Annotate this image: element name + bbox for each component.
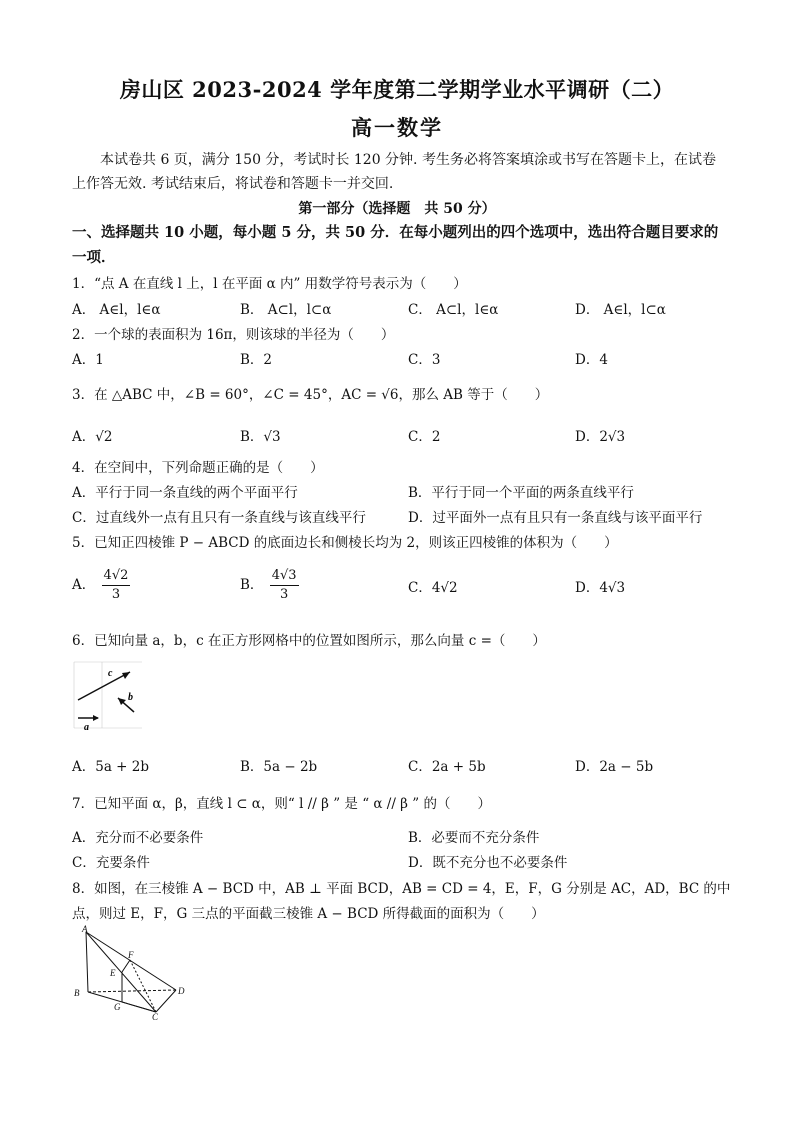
pyramid-figure xyxy=(70,924,188,1020)
q3-option-c: C．2 xyxy=(408,429,441,445)
q5-option-c: C．4√2 xyxy=(408,580,458,596)
point-d-label: D xyxy=(178,986,185,996)
q6-option-d: D．2a − 5b xyxy=(575,759,654,775)
question-8-stem: 8．如图，在三棱锥 A − BCD 中，AB ⊥ 平面 BCD，AB = CD = 4，E，F，G 分别是 AC，AD，BC 的中 xyxy=(72,881,731,897)
question-4-stem: 4．在空间中，下列命题正确的是（ ） xyxy=(72,460,324,476)
q7-option-c: C．充要条件 xyxy=(72,855,150,871)
q1-option-d: D． A∈l，l⊂α xyxy=(575,302,666,318)
q5-option-a-label: A． xyxy=(72,577,96,593)
vector-grid-figure xyxy=(72,658,144,732)
q1-option-c: C． A⊂l，l∈α xyxy=(408,302,499,318)
q7-option-a: A．充分而不必要条件 xyxy=(72,830,204,846)
q5-option-d: D．4√3 xyxy=(575,580,626,596)
section-heading: 一、选择题共 10 小题，每小题 5 分，共 50 分．在每小题列出的四个选项中，选出符合题目要求的一项． xyxy=(72,224,719,266)
q4-option-b: B．平行于同一个平面的两条直线平行 xyxy=(408,485,634,501)
point-g-label: G xyxy=(114,1002,121,1012)
q5-option-b-label: B． xyxy=(240,577,264,593)
q5-option-a xyxy=(72,567,132,604)
q4-option-d: D．过平面外一点有且只有一条直线与该平面平行 xyxy=(408,510,703,526)
q6-option-c: C．2a + 5b xyxy=(408,759,486,775)
q1-option-a: A． A∈l，l∈α xyxy=(72,302,161,318)
q2-option-c: C．3 xyxy=(408,352,441,368)
question-1-stem: 1．“点 A 在直线 l 上，l 在平面 α 内” 用数学符号表示为（ ） xyxy=(72,276,467,292)
q7-option-b: B．必要而不充分条件 xyxy=(408,830,540,846)
q4-option-c: C．过直线外一点有且只有一条直线与该直线平行 xyxy=(72,510,366,526)
vector-a-arrowhead xyxy=(93,715,99,721)
q2-option-d: D．4 xyxy=(575,352,608,368)
q5-option-b xyxy=(240,567,301,604)
point-f-label: F xyxy=(128,950,134,960)
question-8-stem-continued: 点，则过 E，F，G 三点的平面截三棱锥 A − BCD 所得截面的面积为（ ） xyxy=(72,906,545,922)
point-a-label: A xyxy=(82,924,88,934)
vector-c-label: c xyxy=(108,668,113,679)
vector-b-label: b xyxy=(128,692,133,703)
q5-a-denominator: 3 xyxy=(111,587,121,602)
q5-b-numerator: 4√3 xyxy=(270,567,299,586)
q2-option-b: B．2 xyxy=(240,352,273,368)
exam-subject: 高一数学 xyxy=(351,115,443,140)
question-7-stem: 7．已知平面 α，β，直线 l ⊂ α，则“ l // β ” 是 “ α // β ” 的（ ） xyxy=(72,796,491,812)
question-5-stem: 5．已知正四棱锥 P − ABCD 的底面边长和侧棱长均为 2，则该正四棱锥的体积为（ ） xyxy=(72,535,618,551)
q1-option-b: B． A⊂l，l⊂α xyxy=(240,302,332,318)
q3-option-a: A．√2 xyxy=(72,429,113,445)
vector-a-label: a xyxy=(84,722,89,732)
q6-option-a: A．5a + 2b xyxy=(72,759,150,775)
q2-option-a: A．1 xyxy=(72,352,104,368)
q3-option-b: B．√3 xyxy=(240,429,281,445)
question-6-stem: 6．已知向量 a，b，c 在正方形网格中的位置如图所示，那么向量 c =（ ） xyxy=(72,633,546,649)
point-c-label: C xyxy=(152,1012,159,1020)
q7-option-d: D．既不充分也不必要条件 xyxy=(408,855,568,871)
point-b-label: B xyxy=(74,988,80,998)
q5-a-numerator: 4√2 xyxy=(102,567,131,586)
exam-instructions: 本试卷共 6 页，满分 150 分，考试时长 120 分钟. 考生务必将答案填涂或书写在答题卡上，在试卷上作答无效. 考试结束后，将试卷和答题卡一并交回. xyxy=(72,152,716,192)
q3-option-d: D．2√3 xyxy=(575,429,626,445)
q5-option-a-fraction xyxy=(102,567,131,604)
q5-option-b-fraction xyxy=(270,567,299,604)
q6-option-b: B．5a − 2b xyxy=(240,759,318,775)
question-2-stem: 2．一个球的表面积为 16π，则该球的半径为（ ） xyxy=(72,327,395,343)
point-e-label: E xyxy=(110,968,116,978)
exam-title: 房山区 2023-2024 学年度第二学期学业水平调研（二） xyxy=(119,77,675,102)
question-3-stem: 3．在 △ABC 中，∠B = 60°，∠C = 45°，AC = √6，那么 AB 等于（ ） xyxy=(72,387,549,403)
part-heading: 第一部分（选择题 共 50 分） xyxy=(298,201,496,217)
vector-c-arrow xyxy=(78,672,130,700)
q5-b-denominator: 3 xyxy=(279,587,289,602)
q4-option-a: A．平行于同一条直线的两个平面平行 xyxy=(72,485,298,501)
